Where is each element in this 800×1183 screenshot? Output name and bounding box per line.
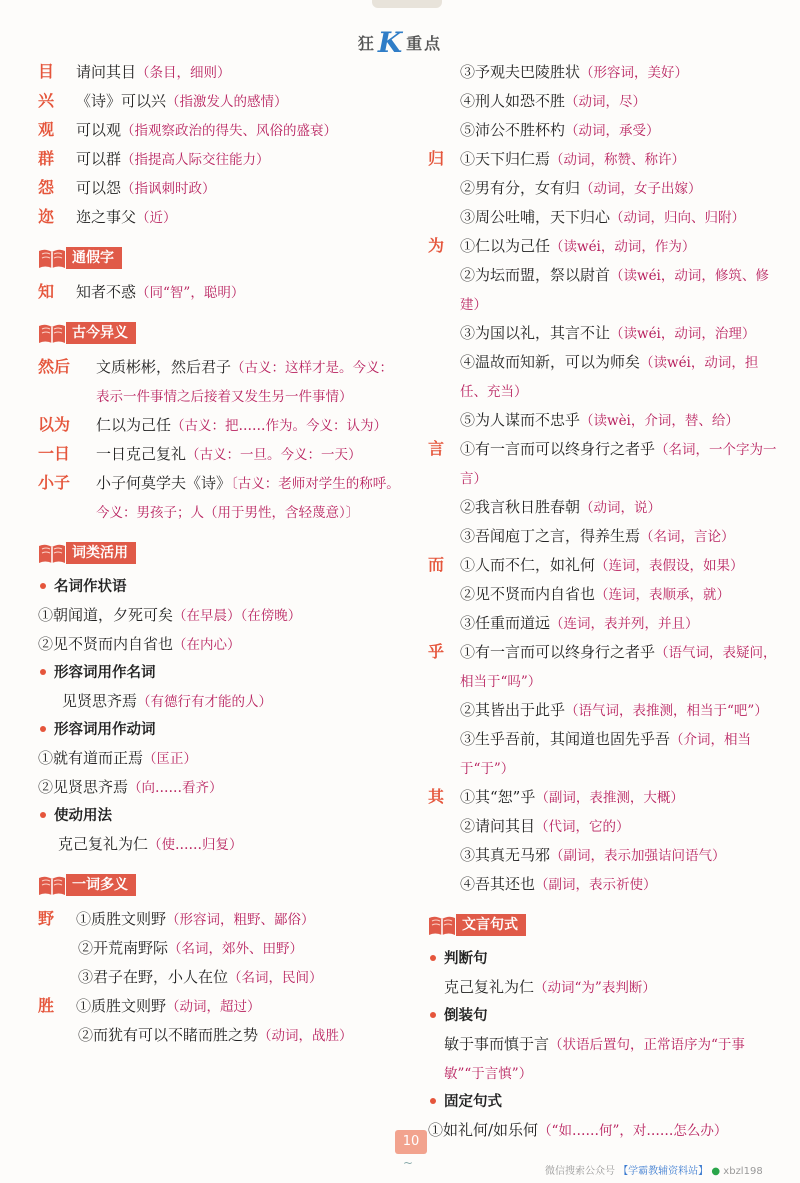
book-icon xyxy=(38,247,66,269)
left-column xyxy=(38,58,406,1050)
entry-note: （指讽刺时政） xyxy=(121,181,216,197)
entry-keyword: 迩 xyxy=(38,207,55,226)
entry-line xyxy=(38,687,406,716)
entry-note: （连词，表顺承，就） xyxy=(595,587,731,603)
entry-text: ①有一言而可以终身行之者乎 xyxy=(460,440,656,458)
entry-text: 克己复礼为仁 xyxy=(58,835,149,853)
entry-note: （有德行有才能的人） xyxy=(137,694,273,710)
entry-text: ③生乎吾前，其闻道也固先乎吾 xyxy=(460,730,671,748)
entry-line xyxy=(38,934,406,963)
entry-line xyxy=(428,87,780,116)
entry-text: ①就有道而正焉 xyxy=(38,749,144,767)
entry-text: ①如礼何/如乐何 xyxy=(428,1121,539,1139)
entry-line xyxy=(428,973,780,1002)
entry-row xyxy=(38,87,406,116)
entry-note: （在内心） xyxy=(173,637,241,653)
entry-text: ①天下归仁焉 xyxy=(460,150,551,168)
entry-keyword: 怨 xyxy=(38,178,55,197)
bullet-dot-icon xyxy=(40,812,46,818)
bullet-dot-icon xyxy=(430,955,436,961)
footer-watermark xyxy=(545,1162,763,1177)
entry-text: ③为国以礼，其言不让 xyxy=(460,324,611,342)
entry-row xyxy=(38,278,406,307)
section-title: 一词多义 xyxy=(66,874,136,896)
section-heading xyxy=(38,541,406,567)
section-heading xyxy=(428,913,780,939)
entry-line xyxy=(38,773,406,802)
entry-text: ①人而不仁，如礼何 xyxy=(460,556,596,574)
entry-line xyxy=(428,609,780,638)
entry-line xyxy=(428,116,780,145)
entry-row xyxy=(428,638,780,696)
entry-keyword: 一日 xyxy=(38,444,71,463)
entry-line xyxy=(428,406,780,435)
entry-note: （古义：这样才是。今义：表示一件事情之后接着又发生另一件事情） xyxy=(96,360,394,405)
entry-keyword: 兴 xyxy=(38,91,55,110)
subheading-label: 倒装句 xyxy=(444,1008,488,1024)
entry-keyword: 而 xyxy=(428,555,445,574)
entry-note: （动词，尽） xyxy=(565,94,647,110)
subheading-label: 使动用法 xyxy=(54,808,112,824)
entry-note: （读wéi，动词，修筑、修建） xyxy=(460,268,769,313)
entry-note: （动词，女子出嫁） xyxy=(580,181,702,197)
entry-text: ②开荒南野际 xyxy=(78,939,169,957)
entry-text: 《诗》可以兴 xyxy=(76,92,167,110)
section-title: 文言句式 xyxy=(456,914,526,936)
entry-note: （语气词，表疑问，相当于“吗”） xyxy=(460,645,777,690)
entry-text: 见贤思齐焉 xyxy=(62,692,138,710)
entry-text: ③吾闻庖丁之言，得养生焉 xyxy=(460,527,641,545)
entry-row xyxy=(38,145,406,174)
footer-brand: 【学霸教辅资料站】 xyxy=(618,1166,709,1177)
entry-text: ②请问其目 xyxy=(460,817,536,835)
entry-text: 小子何莫学夫《诗》 xyxy=(96,474,232,492)
entry-note: （形容词，美好） xyxy=(580,65,689,81)
page-bird-icon: ~ xyxy=(403,1156,414,1170)
footer-id: xbzl198 xyxy=(723,1166,763,1177)
entry-keyword: 知 xyxy=(38,282,55,301)
section-heading xyxy=(38,321,406,347)
entry-line xyxy=(428,58,780,87)
entry-text: ⑤为人谋而不忠乎 xyxy=(460,411,581,429)
entry-line xyxy=(38,1021,406,1050)
book-icon xyxy=(38,322,66,344)
bullet-dot-icon xyxy=(40,726,46,732)
entry-line xyxy=(428,319,780,348)
entry-text: ②见不贤而内自省也 xyxy=(460,585,596,603)
entry-line xyxy=(428,841,780,870)
entry-text: 请问其目 xyxy=(76,63,137,81)
entry-text: 仁以为己任 xyxy=(96,416,172,434)
subheading-label: 判断句 xyxy=(444,951,488,967)
entry-note: （读wéi，动词，治理） xyxy=(610,326,756,342)
subheading-label: 形容词用作动词 xyxy=(54,722,156,738)
subheading-label: 形容词用作名词 xyxy=(54,665,156,681)
entry-note: （动词，称赞、称许） xyxy=(550,152,686,168)
entry-text: ①质胜文则野 xyxy=(76,910,167,928)
entry-text: 可以观 xyxy=(76,121,122,139)
entry-note: （读wéi，动词，担任、充当） xyxy=(460,355,759,400)
header-title-pre: 狂 xyxy=(357,34,376,53)
entry-note: （指提高人际交往能力） xyxy=(121,152,270,168)
page-header xyxy=(0,0,800,59)
entry-line xyxy=(428,812,780,841)
entry-note: （条目，细则） xyxy=(136,65,231,81)
entry-text: ③君子在野，小人在位 xyxy=(78,968,229,986)
entry-text: ③任重而道远 xyxy=(460,614,551,632)
entry-text: ②见贤思齐焉 xyxy=(38,778,129,796)
entry-keyword: 目 xyxy=(38,62,55,81)
entry-keyword: 群 xyxy=(38,149,55,168)
entry-line xyxy=(428,696,780,725)
header-decoration xyxy=(372,0,442,8)
entry-text: 敏于事而慎于言 xyxy=(444,1035,550,1053)
entry-text: ③予观夫巴陵胜状 xyxy=(460,63,581,81)
entry-note: （动词，超过） xyxy=(166,999,261,1015)
entry-text: ①有一言而可以终身行之者乎 xyxy=(460,643,656,661)
right-column xyxy=(428,58,780,1145)
entry-note: （“如……何”，对……怎么办） xyxy=(538,1123,728,1139)
entry-row xyxy=(38,174,406,203)
entry-row xyxy=(38,440,406,469)
entry-line xyxy=(428,870,780,899)
entry-row xyxy=(38,469,406,527)
entry-line xyxy=(428,580,780,609)
subheading xyxy=(428,945,780,973)
subheading xyxy=(38,659,406,687)
entry-text: ①质胜文则野 xyxy=(76,997,167,1015)
entry-line xyxy=(38,630,406,659)
entry-note: （读wéi，动词，作为） xyxy=(550,239,696,255)
entry-text: ④吾其还也 xyxy=(460,875,536,893)
entry-text: ②为坛而盟，祭以尉首 xyxy=(460,266,611,284)
entry-note: （连词，表假设，如果） xyxy=(595,558,744,574)
entry-text: 一日克己复礼 xyxy=(96,445,187,463)
subheading-label: 固定句式 xyxy=(444,1094,502,1110)
subheading xyxy=(428,1002,780,1030)
subheading xyxy=(38,802,406,830)
entry-row xyxy=(38,353,406,411)
entry-row xyxy=(38,411,406,440)
entry-row xyxy=(38,905,406,934)
subheading xyxy=(428,1088,780,1116)
header-title-k: K xyxy=(377,26,405,59)
entry-line xyxy=(428,348,780,406)
section-heading xyxy=(38,246,406,272)
book-icon xyxy=(38,874,66,896)
entry-note: （读wèi，介词，替、给） xyxy=(580,413,739,429)
entry-text: ①朝闻道，夕死可矣 xyxy=(38,606,174,624)
entry-note: （动词，说） xyxy=(580,500,662,516)
entry-note: （名词，民间） xyxy=(228,970,323,986)
entry-row xyxy=(428,783,780,812)
entry-row xyxy=(428,145,780,174)
section-title: 通假字 xyxy=(66,247,122,269)
section-heading xyxy=(38,873,406,899)
entry-text: ④刑人如恐不胜 xyxy=(460,92,566,110)
bullet-dot-icon xyxy=(430,1012,436,1018)
entry-keyword: 小子 xyxy=(38,473,71,492)
entry-note: （古义：把……作为。今义：认为） xyxy=(171,418,388,434)
entry-note: （状语后置句，正常语序为“于事敏”“于言慎”） xyxy=(444,1037,745,1082)
entry-note: （近） xyxy=(136,210,177,226)
entry-line xyxy=(428,493,780,522)
entry-keyword: 以为 xyxy=(38,415,71,434)
entry-row xyxy=(428,435,780,493)
entry-keyword: 观 xyxy=(38,120,55,139)
entry-note: （名词，一个字为一言） xyxy=(460,442,777,487)
entry-note: 〔古义：老师对学生的称呼。今义：男孩子；人（用于男性，含轻蔑意）〕 xyxy=(96,476,400,521)
entry-text: ②见不贤而内自省也 xyxy=(38,635,174,653)
entry-note: （同“智”，聪明） xyxy=(136,285,245,301)
entry-note: （语气词，表推测，相当于“吧”） xyxy=(565,703,768,719)
entry-text: ②其皆出于此乎 xyxy=(460,701,566,719)
entry-note: （副词，表推测，大概） xyxy=(535,790,684,806)
entry-keyword: 然后 xyxy=(38,357,71,376)
entry-text: 克己复礼为仁 xyxy=(444,978,535,996)
entry-text: 可以怨 xyxy=(76,179,122,197)
entry-note: （副词，表示加强诘问语气） xyxy=(550,848,726,864)
entry-text: ④温故而知新，可以为师矣 xyxy=(460,353,641,371)
entry-line xyxy=(428,203,780,232)
entry-text: ②我言秋日胜春朝 xyxy=(460,498,581,516)
entry-keyword: 其 xyxy=(428,787,445,806)
entry-note: （指观察政治的得失、风俗的盛衰） xyxy=(121,123,338,139)
entry-keyword: 野 xyxy=(38,909,55,928)
entry-note: （动词，承受） xyxy=(565,123,660,139)
header-title xyxy=(0,26,800,59)
entry-note: （在早晨）（在傍晚） xyxy=(173,608,302,624)
entry-row xyxy=(38,203,406,232)
header-title-post: 重点 xyxy=(406,34,443,53)
section-title: 古今异义 xyxy=(66,322,136,344)
entry-text: ①仁以为己任 xyxy=(460,237,551,255)
entry-keyword: 乎 xyxy=(428,642,445,661)
entry-note: （古义：一旦。今义：一天） xyxy=(186,447,362,463)
entry-keyword: 胜 xyxy=(38,996,55,1015)
entry-line xyxy=(428,522,780,551)
entry-row xyxy=(428,551,780,580)
book-icon xyxy=(38,542,66,564)
entry-row xyxy=(38,992,406,1021)
entry-line xyxy=(38,744,406,773)
entry-row xyxy=(428,232,780,261)
page-number: 10 xyxy=(395,1130,427,1154)
entry-text: 可以群 xyxy=(76,150,122,168)
entry-line xyxy=(428,261,780,319)
bullet-dot-icon xyxy=(430,1098,436,1104)
entry-keyword: 归 xyxy=(428,149,445,168)
entry-note: （副词，表示祈使） xyxy=(535,877,657,893)
entry-keyword: 言 xyxy=(428,439,445,458)
bullet-dot-icon xyxy=(40,669,46,675)
entry-note: （动词“为”表判断） xyxy=(534,980,656,996)
entry-row xyxy=(38,116,406,145)
entry-line xyxy=(38,830,406,859)
entry-text: 迩之事父 xyxy=(76,208,137,226)
subheading xyxy=(38,716,406,744)
entry-note: （向……看齐） xyxy=(128,780,223,796)
entry-text: ③其真无马邪 xyxy=(460,846,551,864)
entry-line xyxy=(428,1116,780,1145)
entry-text: 文质彬彬，然后君子 xyxy=(96,358,232,376)
entry-note: （匡正） xyxy=(143,751,198,767)
entry-note: （代词，它的） xyxy=(535,819,630,835)
wechat-icon: ● xyxy=(711,1166,721,1177)
entry-text: ②男有分，女有归 xyxy=(460,179,581,197)
entry-line xyxy=(428,1030,780,1088)
entry-line xyxy=(38,963,406,992)
entry-keyword: 为 xyxy=(428,236,445,255)
entry-note: （动词，战胜） xyxy=(258,1028,353,1044)
entry-note: （使……归复） xyxy=(148,837,243,853)
entry-row xyxy=(38,58,406,87)
entry-line xyxy=(38,601,406,630)
entry-line xyxy=(428,174,780,203)
entry-note: （指激发人的感情） xyxy=(166,94,288,110)
entry-note: （名词，言论） xyxy=(640,529,735,545)
subheading xyxy=(38,573,406,601)
entry-text: ⑤沛公不胜杯杓 xyxy=(460,121,566,139)
entry-note: （动词，归向、归附） xyxy=(610,210,746,226)
entry-text: ②而犹有可以不睹而胜之势 xyxy=(78,1026,259,1044)
entry-note: （连词，表并列，并且） xyxy=(550,616,699,632)
entry-line xyxy=(428,725,780,783)
footer-prefix: 微信搜索公众号 xyxy=(545,1166,615,1177)
entry-text: ①其“恕”乎 xyxy=(460,788,536,806)
entry-note: （名词，郊外、田野） xyxy=(168,941,304,957)
entry-text: 知者不惑 xyxy=(76,283,137,301)
book-icon xyxy=(428,914,456,936)
entry-text: ③周公吐哺，天下归心 xyxy=(460,208,611,226)
bullet-dot-icon xyxy=(40,583,46,589)
section-title: 词类活用 xyxy=(66,542,136,564)
entry-note: （形容词，粗野、鄙俗） xyxy=(166,912,315,928)
entry-note: （介词，相当于“于”） xyxy=(460,732,752,777)
subheading-label: 名词作状语 xyxy=(54,579,127,595)
